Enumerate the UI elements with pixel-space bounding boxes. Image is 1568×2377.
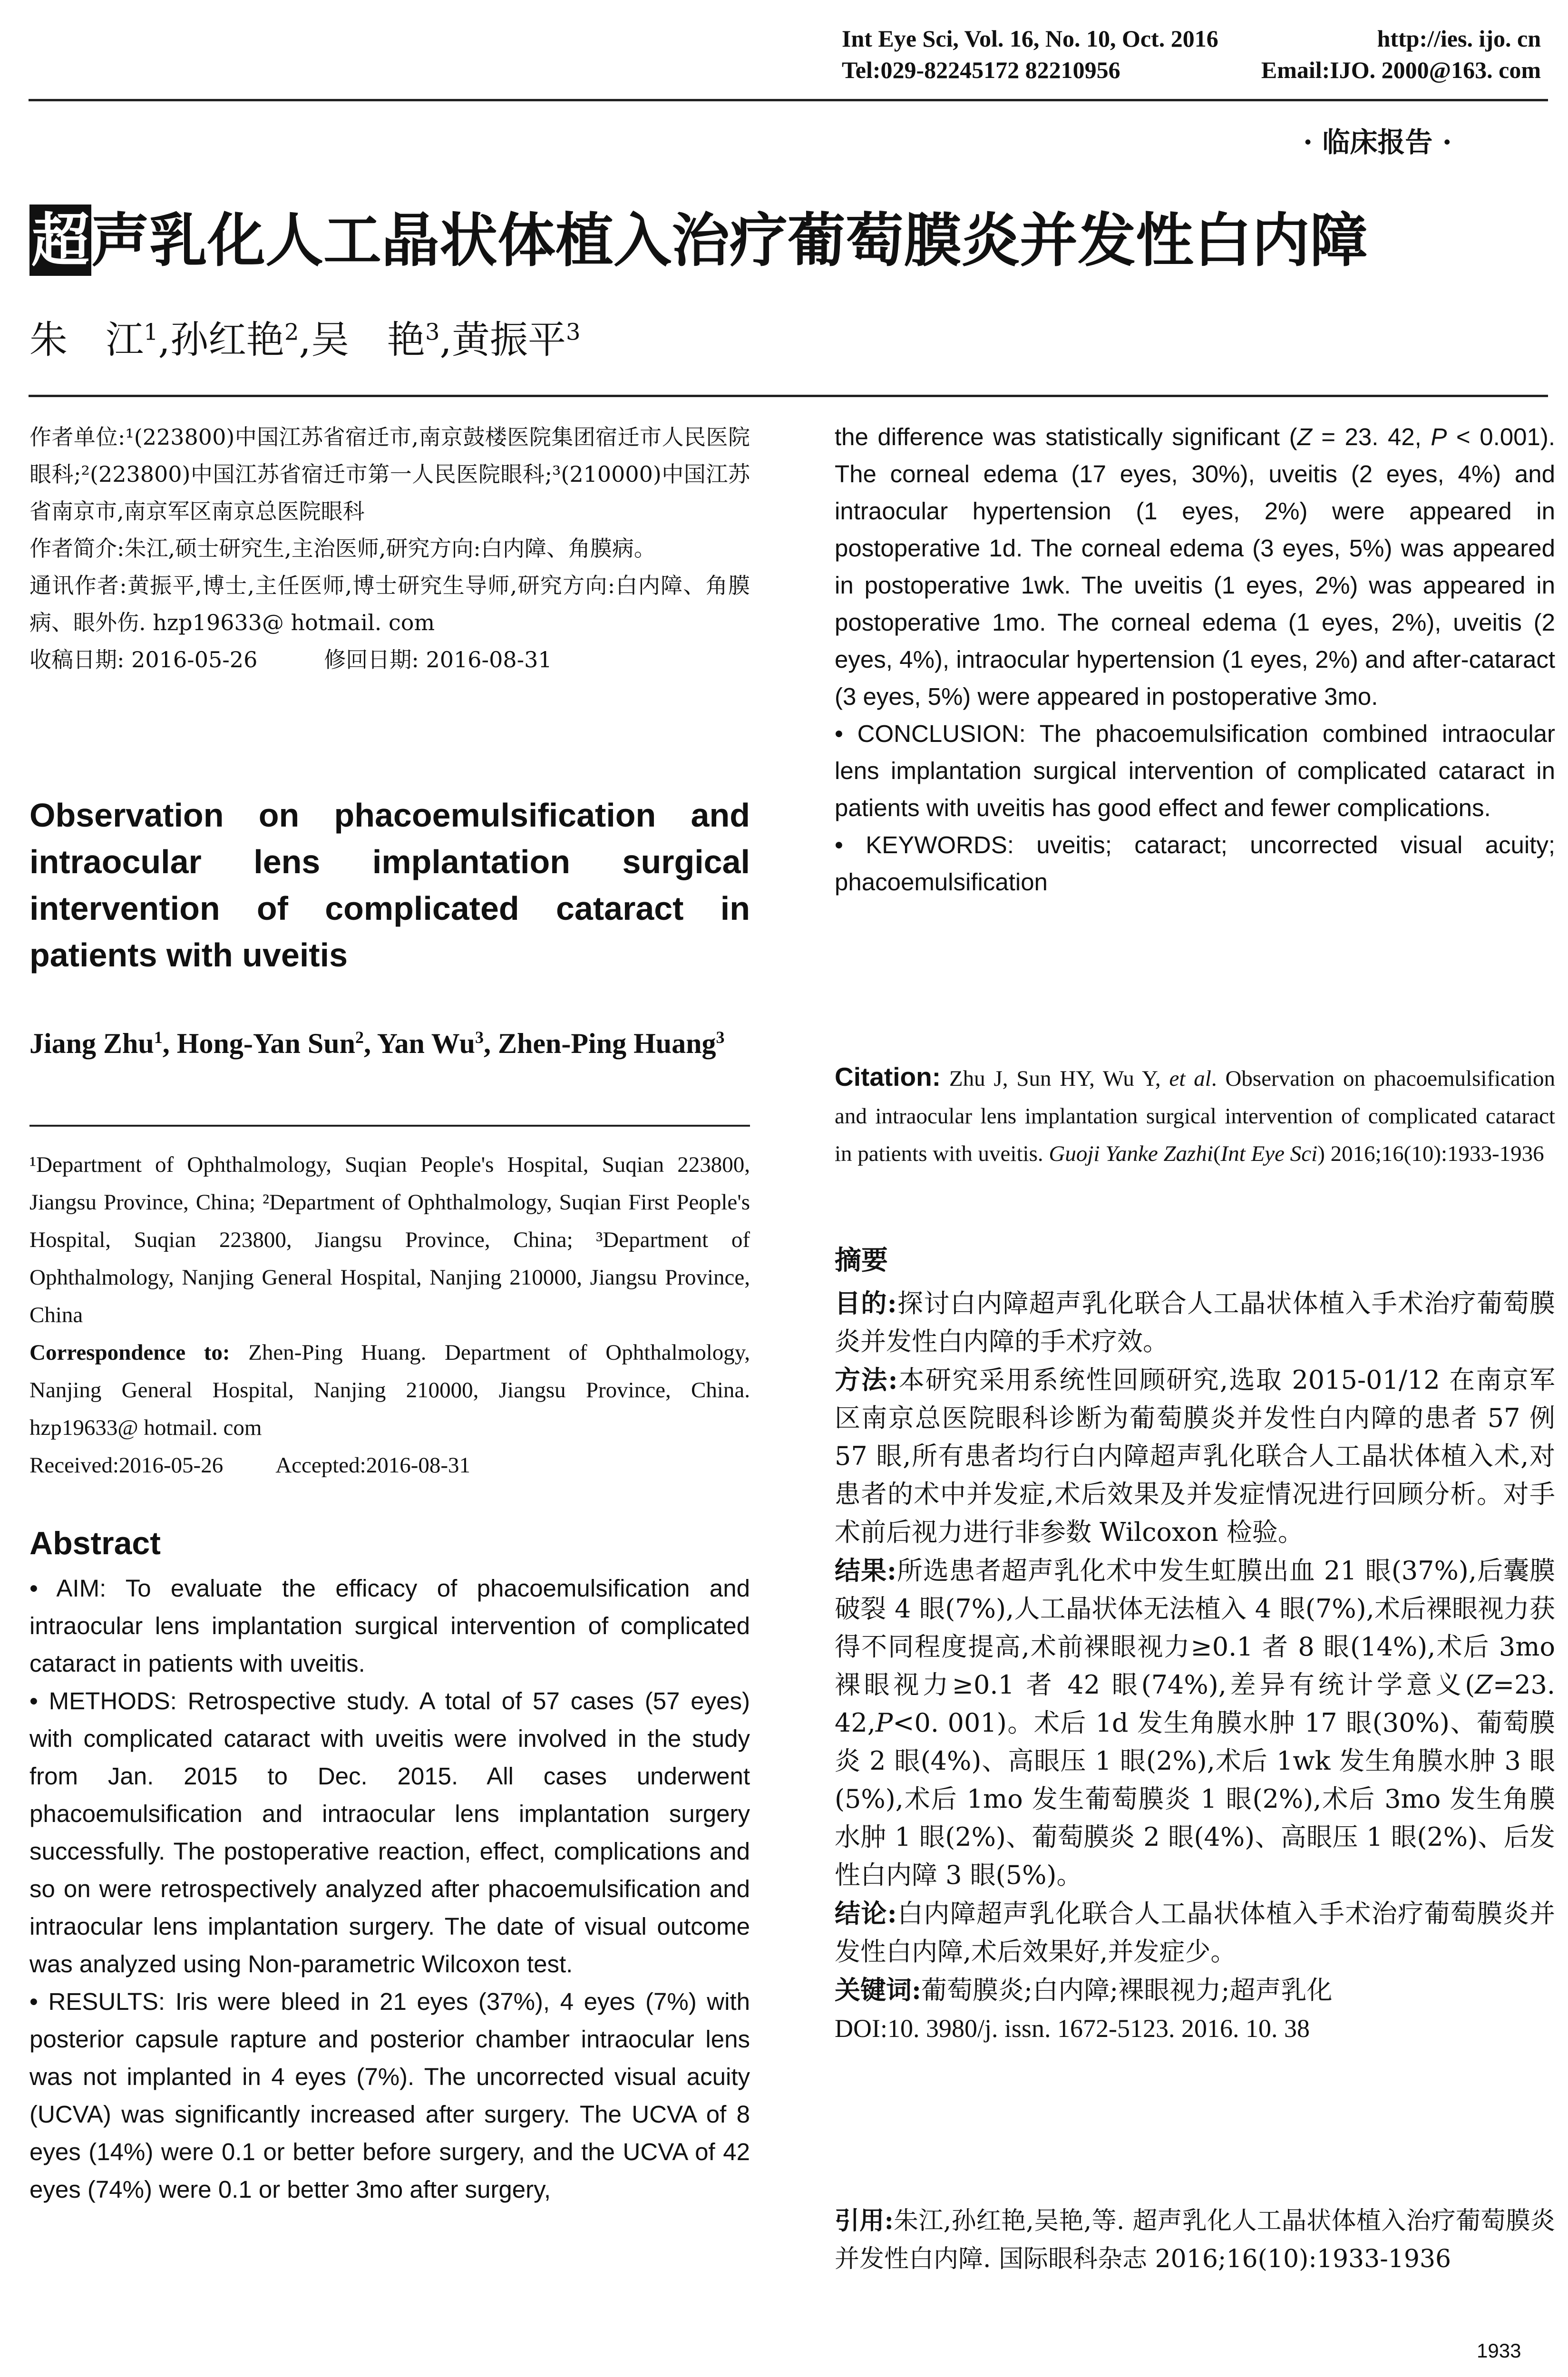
author-cn-4-sup: 3 — [565, 319, 581, 346]
article-title-cn — [29, 205, 1368, 276]
conclusion-text-cn: 白内障超声乳化联合人工晶状体植入手术治疗葡萄膜炎并发性白内障,术后效果好,并发症少。 — [835, 1899, 1556, 1967]
abstract-cn-aim — [835, 1284, 1555, 1361]
aim-label-cn: 目的: — [835, 1288, 897, 1318]
citation-en — [835, 1058, 1555, 1173]
aim-text: To evaluate the efficacy of phacoemulsification and intraocular lens implantation surgical intervention of complicated cataract in patients with uveitis. — [29, 1575, 750, 1677]
correspondence-en-label: Correspondence to: — [29, 1340, 230, 1365]
author-cn-1-sup: 1 — [144, 319, 158, 346]
affiliation-cn: 作者单位:¹(223800)中国江苏省宿迁市,南京鼓楼医院集团宿迁市人民医院眼科;²(223800)中国江苏省宿迁市第一人民医院眼科;³(210000)中国江苏省南京市,南京军区南京总医院眼科 — [29, 424, 750, 524]
results-text-b-pre: the difference was statistically significant ( — [835, 423, 1297, 450]
article-title-en — [29, 792, 750, 978]
citation-cn-body: 朱江,孙红艳,吴艳,等. 超声乳化人工晶状体植入治疗葡萄膜炎并发性白内障. 国际眼科杂志 2016;16(10):1933-1936 — [835, 2207, 1555, 2273]
correspondence-cn: 通讯作者:黄振平,博士,主任医师,博士研究生导师,研究方向:白内障、角膜病、眼外伤. hzp19633@ hotmail. com — [29, 573, 750, 635]
author-cn-2-sup: 2 — [284, 319, 299, 346]
citation-cn-text — [835, 2202, 1555, 2278]
abstract-cn-body — [835, 1284, 1555, 2047]
results-text-b-mid: = 23. 42, — [1312, 423, 1431, 450]
z-stat-cn: Z — [1475, 1670, 1493, 1700]
citation-en-authors: Zhu J, Sun HY, Wu Y, — [941, 1066, 1169, 1091]
abstract-results-part1 — [29, 1983, 750, 2208]
authors-en — [29, 1023, 750, 1064]
citation-en-label: Citation: — [835, 1062, 941, 1091]
title-rule — [29, 395, 1548, 397]
journal-email[interactable]: Email:IJO. 2000@163. com — [1261, 57, 1541, 83]
keywords-text: uveitis; cataract; uncorrected visual acuity; phacoemulsification — [835, 831, 1556, 896]
affiliation-en: ¹Department of Ophthalmology, Suqian People's Hospital, Suqian 223800, Jiangsu Province, China; ²Department of Ophthalmology, Suqian First People's Hospital, Suqian 223800, Jiangsu Province, China; ³Department of Ophthalmology, Nanjing General Hospital, Nanjing 210000, Jiangsu Province, China — [29, 1152, 750, 1327]
methods-label: • METHODS: — [29, 1687, 177, 1715]
author-bio-cn: 作者简介:朱江,硕士研究生,主治医师,研究方向:白内障、角膜病。 — [29, 536, 656, 561]
dates-cn — [29, 641, 750, 678]
title-en-text: Observation on phacoemulsification and intraocular lens implantation surgical intervention of complicated cataract in patients with uveitis — [29, 797, 750, 974]
section-label: · 临床报告 · — [1303, 126, 1452, 158]
header-row-1 — [842, 23, 1541, 54]
accepted-date-en: Accepted:2016-08-31 — [275, 1453, 471, 1478]
abstract-cn-conclusion — [835, 1894, 1555, 1971]
doi[interactable]: DOI:10. 3980/j. issn. 1672-5123. 2016. 10. 38 — [835, 2014, 1310, 2043]
abstract-results-part2 — [835, 419, 1555, 715]
author-cn-4: ,黄振平 — [439, 318, 566, 362]
author-cn-1: 朱 江 — [29, 318, 144, 362]
z-stat-label: Z — [1297, 423, 1312, 450]
abstract-cn-methods — [835, 1361, 1555, 1551]
methods-text: Retrospective study. A total of 57 cases (57 eyes) with complicated cataract with uveitis were involved in the study from Jan. 2015 to Dec. 2015. All cases underwent phacoemulsification and intraocular lens implantation surgery successfully. The postoperative reaction, effect, complications and so on were retrospectively analyzed after phacoemulsification and intraocular lens implantation surgery. The date of visual outcome was analyzed using Non-parametric Wilcoxon test. — [29, 1687, 750, 1978]
citation-en-journal: Guoji Yanke Zazhi — [1049, 1141, 1213, 1166]
author-en-4-sup: 3 — [716, 1028, 725, 1047]
author-en-2-sup: 2 — [355, 1028, 364, 1047]
journal-tel: Tel:029-82245172 82210956 — [842, 57, 1120, 83]
revised-date-cn: 修回日期: 2016-08-31 — [324, 647, 552, 672]
received-date-en: Received:2016-05-26 — [29, 1453, 224, 1478]
abstract-cn-results — [835, 1551, 1555, 1894]
p-value-label: P — [1431, 423, 1447, 450]
author-en-1-sup: 1 — [154, 1028, 163, 1047]
citation-cn — [835, 2202, 1555, 2278]
correspondence-en — [29, 1334, 750, 1447]
conclusion-label: • CONCLUSION: — [835, 720, 1026, 747]
author-cn-2: ,孙红艳 — [158, 318, 284, 362]
results-text-cn-mid: =23. 42, — [835, 1670, 1555, 1738]
citation-en-title: . Observation on phacoemulsification and intraocular lens implantation surgical intervention of complicated cataract in patients with uveitis. — [835, 1066, 1555, 1166]
citation-en-text — [835, 1058, 1555, 1173]
correspondence-en-text: Zhen-Ping Huang. Department of Ophthalmology, Nanjing General Hospital, Nanjing 210000, Jiangsu Province, China. hzp19633@ hotmail. com — [29, 1340, 750, 1440]
citation-en-paren: ( — [1213, 1141, 1221, 1166]
citation-en-issue: ) 2016;16(10):1933-1936 — [1317, 1141, 1544, 1166]
abstract-cn-keywords — [835, 1971, 1555, 2009]
results-text-cn-post: <0. 001)。术后 1d 发生角膜水肿 17 眼(30%)、葡萄膜炎 2 眼(4%)、高眼压 1 眼(2%),术后 1wk 发生角膜水肿 3 眼(5%),术后 1mo 发生葡萄膜炎 1 眼(2%),术后 3mo 发生角膜水肿 1 眼(2%)、葡萄膜炎 2 眼(4%)、高眼压 1 眼(2%)、后发性白内障 3 眼(5%)。 — [835, 1708, 1555, 1890]
author-cn-3-sup: 3 — [425, 319, 440, 346]
dates-en — [29, 1447, 750, 1484]
abstract-methods — [29, 1682, 750, 1983]
p-value-cn: P — [875, 1708, 893, 1738]
author-en-1: Jiang Zhu — [29, 1028, 154, 1059]
title-rest: 声乳化人工晶状体植入治疗葡萄膜炎并发性白内障 — [91, 206, 1368, 274]
conclusion-text: The phacoemulsification combined intraocular lens implantation surgical intervention of complicated cataract in patients with uveitis has good effect and fewer complications. — [835, 720, 1555, 821]
keywords-text-cn: 葡萄膜炎;白内障;裸眼视力;超声乳化 — [921, 1975, 1333, 2005]
keywords-label-cn: 关键词: — [835, 1975, 921, 2005]
methods-text-cn: 本研究采用系统性回顾研究,选取 2015-01/12 在南京军区南京总医院眼科诊断为葡萄膜炎并发性白内障的患者 57 例 57 眼,所有患者均行白内障超声乳化联合人工晶状体植入术,对患者的术中并发症,术后效果及并发症情况进行回顾分析。对手术前后视力进行非参数 Wilcoxon 检验。 — [835, 1365, 1555, 1547]
abstract-cn-heading: 摘要 — [835, 1245, 888, 1276]
affiliation-en-block — [29, 1146, 750, 1484]
aim-label: • AIM: — [29, 1575, 107, 1602]
title-first-char: 超 — [29, 205, 91, 276]
received-date-cn: 收稿日期: 2016-05-26 — [29, 647, 258, 672]
abstract-en-right — [835, 419, 1555, 901]
keywords-label: • KEYWORDS: — [835, 831, 1014, 858]
header-row-2 — [842, 54, 1541, 86]
citation-cn-label: 引用: — [835, 2206, 894, 2235]
authors-cn — [29, 314, 581, 366]
author-en-2: , Hong-Yan Sun — [162, 1028, 355, 1059]
journal-url[interactable]: http://ies. ijo. cn — [1377, 25, 1541, 52]
abstract-heading: Abstract — [29, 1525, 161, 1561]
running-header — [842, 23, 1541, 86]
conclusion-label-cn: 结论: — [835, 1898, 897, 1929]
results-text-a: Iris were bleed in 21 eyes (37%), 4 eyes (7%) with posterior capsule rapture and posterior chamber intraocular lens was not implanted in 4 eyes (7%). The uncorrected visual acuity (UCVA) was significantly increased after surgery. The UCVA of 8 eyes (14%) were 0.1 or better before surgery, and the UCVA of 42 eyes (74%) were 0.1 or better 3mo after surgery, — [29, 1988, 750, 2203]
results-label: • RESULTS: — [29, 1988, 166, 2015]
abstract-en-left — [29, 1569, 750, 2208]
aim-text-cn: 探讨白内障超声乳化联合人工晶状体植入手术治疗葡萄膜炎并发性白内障的手术疗效。 — [835, 1288, 1556, 1356]
results-text-cn-pre: 所选患者超声乳化术中发生虹膜出血 21 眼(37%),后囊膜破裂 4 眼(7%),人工晶状体无法植入 4 眼(7%),术后裸眼视力获得不同程度提高,术前裸眼视力≥0.1 者 8 眼(14%),术后 3mo 裸眼视力≥0.1 者 42 眼(74%),差异有统计学意义( — [835, 1556, 1555, 1700]
abstract-keywords — [835, 827, 1555, 901]
journal-info: Int Eye Sci, Vol. 16, No. 10, Oct. 2016 — [842, 25, 1218, 52]
author-cn-3: ,吴 艳 — [299, 318, 425, 362]
results-text-b-post: < 0.001). The corneal edema (17 eyes, 30%), uveitis (2 eyes, 4%) and intraocular hypertension (1 eyes, 2%) were appeared in postoperative 1d. The corneal edema (3 eyes, 5%) was appeared in postoperative 1wk. The uveitis (1 eyes, 2%) was appeared in postoperative 1mo. The corneal edema (1 eyes, 2%), uveitis (2 eyes, 4%), intraocular hypertension (1 eyes, 2%) and after-cataract (3 eyes, 5%) were appeared in postoperative 3mo. — [835, 423, 1555, 710]
methods-label-cn: 方法: — [835, 1364, 898, 1395]
author-en-3: , Yan Wu — [363, 1028, 476, 1059]
author-meta-cn — [29, 419, 750, 678]
abstract-aim — [29, 1569, 750, 1682]
results-label-cn: 结果: — [835, 1555, 896, 1586]
citation-en-etal: et al — [1169, 1066, 1211, 1091]
author-en-3-sup: 3 — [475, 1028, 484, 1047]
citation-en-journal-abbr: Int Eye Sci — [1220, 1141, 1318, 1166]
abstract-conclusion — [835, 715, 1555, 827]
header-rule — [29, 99, 1548, 101]
page-number: 1933 — [1477, 2339, 1521, 2362]
authors-en-rule — [29, 1125, 750, 1127]
author-en-4: , Zhen-Ping Huang — [484, 1028, 716, 1059]
